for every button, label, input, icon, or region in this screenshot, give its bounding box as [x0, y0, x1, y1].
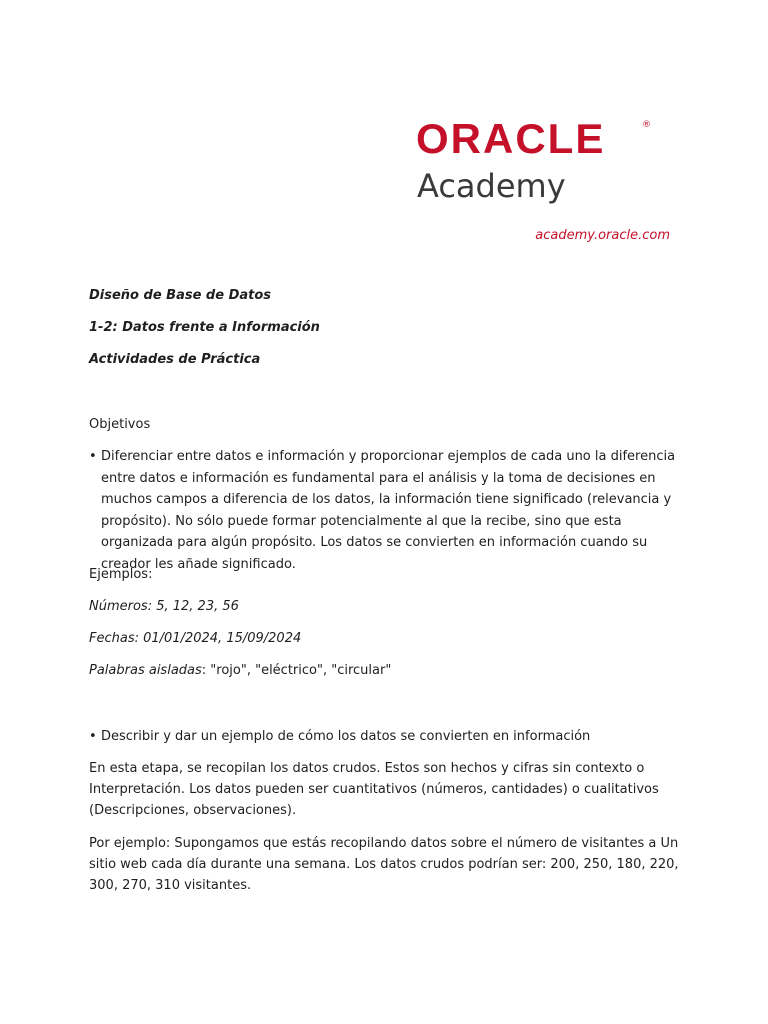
example-dates-value: 01/01/2024, 15/09/2024 [143, 631, 302, 646]
logo-brand: ORACLE [416, 115, 606, 162]
example-numbers-label: Números: [89, 599, 153, 614]
example-numbers [89, 596, 239, 618]
example-dates [89, 628, 301, 650]
lesson-title: 1-2: Datos frente a Información [89, 320, 320, 335]
example-words [89, 660, 391, 682]
logo-subtitle: Academy [417, 167, 566, 205]
bullet-glyph: • [89, 449, 97, 464]
example-words-value: : "rojo", "eléctrico", "circular" [201, 663, 392, 678]
example-words-label: Palabras aisladas [89, 663, 202, 678]
objective-text-2: Describir y dar un ejemplo de cómo los datos se convierten en información [101, 729, 591, 744]
course-title: Diseño de Base de Datos [89, 288, 272, 303]
logo-registered-mark: ® [642, 120, 651, 130]
site-link[interactable]: academy.oracle.com [535, 228, 670, 243]
paragraph-1: En esta etapa, se recopilan los datos crudos. Estos son hechos y cifras sin contexto o Interpretación. Los datos pueden ser cuantitativos (números, cantidades) o cualitativos (Descripciones, observaciones). [89, 761, 659, 818]
activity-title: Actividades de Práctica [89, 352, 261, 367]
objectives-heading: Objetivos [89, 417, 151, 432]
examples-heading: Ejemplos: [89, 567, 153, 582]
bullet-glyph: • [89, 729, 97, 744]
objective-text-1: Diferenciar entre datos e información y proporcionar ejemplos de cada uno la diferencia entre datos e información es fundamental para el análisis y la toma de decisiones en muchos campos a diferencia de los datos, la información tiene significado (relevancia y propósito). No sólo puede formar potencialmente al que la recibe, sino que esta organizada para algún propósito. Los datos se convierten en información cuando su creador les añade significado. [101, 449, 676, 572]
objective-bullet-2 [89, 726, 679, 748]
objective-bullet-1 [89, 446, 679, 575]
oracle-academy-logo [416, 115, 656, 210]
paragraph-2: Por ejemplo: Supongamos que estás recopilando datos sobre el número de visitantes a Un sitio web cada día durante una semana. Los datos crudos podrían ser: 200, 250, 180, 220, 300, 270, 310 visitantes. [89, 836, 679, 893]
example-numbers-value: 5, 12, 23, 56 [156, 599, 239, 614]
example-dates-label: Fechas: [89, 631, 139, 646]
